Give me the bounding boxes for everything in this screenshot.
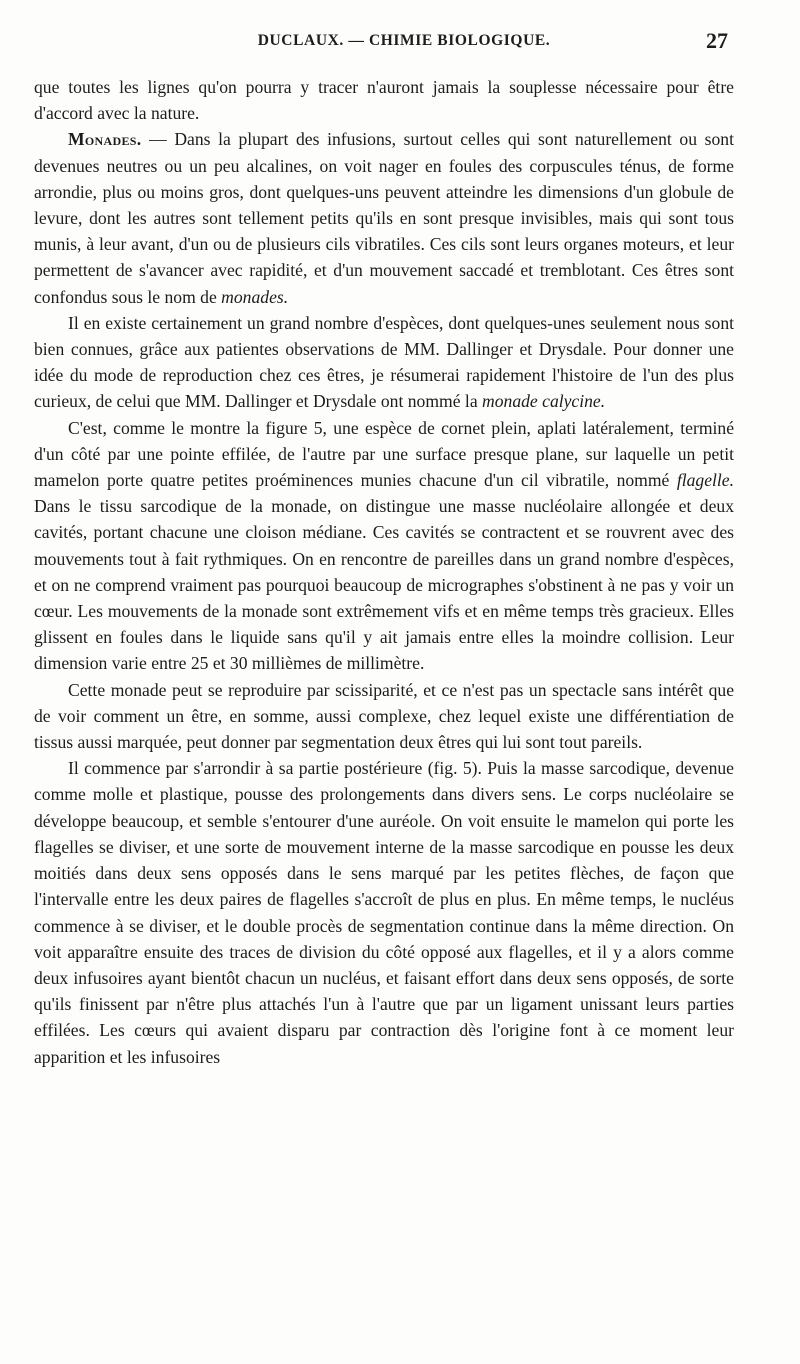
paragraph-text: C'est, comme le montre la figure 5, une espèce de cornet plein, aplati latéralement, terminé d'un côté par une pointe effilée, de l'autre par une surface presque plane, sur laquelle un petit mamelon porte quatre petites proéminences munies chacune d'un cil vibratile, nommé xyxy=(34,417,734,491)
italic-term: monade calycine. xyxy=(482,391,606,412)
paragraph-text: Cette monade peut se reproduire par scissiparité, et ce n'est pas un spectacle sans intérêt que de voir comment un être, en somme, aussi complexe, chez lequel existe une différentiation de tissus aussi marquée, peut donner par segmentation deux êtres qui lui sont tout pareils. xyxy=(34,679,734,753)
paragraph-text: Il commence par s'arrondir à sa partie postérieure (fig. 5). Puis la masse sarcodique, devenue comme molle et plastique, pousse des prolongements dans divers sens. Le corps nucléolaire se développe beaucoup, et semble s'entourer d'une auréole. On voit ensuite le mamelon qui porte les flagelles se diviser, et une sorte de mouvement interne de la masse sarcodique en pousse les deux moitiés dans deux sens opposés dans le sens marqué par les petites flèches, de façon que l'intervalle entre les deux paires de flagelles s'accroît de plus en plus. En même temps, le nucléus commence à se diviser, et le double procès de segmentation continue dans la même direction. On voit apparaître ensuite des traces de division du côté opposé aux flagelles, et il y a alors comme deux infusoires ayant bientôt chacun un nucléus, et faisant effort dans deux sens opposés, de sorte qu'ils finissent par n'être plus attachés l'un à l'autre que par un ligament unissant leurs parties effilées. Les cœurs qui avaient disparu par contraction dès l'origine font à ce moment leur apparition et les infusoires xyxy=(34,758,734,1067)
paragraph-text: que toutes les lignes qu'on pourra y tracer n'auront jamais la souplesse nécessaire pour être d'accord avec la nature. xyxy=(34,77,734,124)
italic-term: flagelle. xyxy=(676,470,734,491)
paragraph xyxy=(34,677,734,756)
paragraph xyxy=(34,74,734,126)
section-heading: Monades. xyxy=(68,129,142,150)
paragraph-monades xyxy=(34,126,734,309)
paragraph xyxy=(34,415,734,677)
page-number: 27 xyxy=(706,28,728,53)
italic-term: monades. xyxy=(221,286,289,307)
paragraph xyxy=(34,755,734,1069)
body-text xyxy=(34,74,734,1070)
paragraph-text: Il en existe certainement un grand nombre d'espèces, dont quelques-unes seulement nous sont bien connues, grâce aux patientes observations de MM. Dallinger et Drysdale. Pour donner une idée du mode de reproduction chez ces êtres, je résumerai rapidement l'histoire de l'un des plus curieux, de celui que MM. Dallinger et Drysdale ont nommé la xyxy=(34,312,734,412)
running-head xyxy=(34,28,734,60)
paragraph-text: Dans le tissu sarcodique de la monade, on distingue une masse nucléolaire allongée et deux cavités, portant chacune une cloison médiane. Ces cavités se contractent et se rouvrent avec des mouvements tout à fait rythmiques. On en rencontre de pareilles dans un grand nombre d'espèces, et on ne comprend vraiment pas pourquoi beaucoup de micrographes s'obstinent à ne pas y voir un cœur. Les mouvements de la monade sont extrêmement vifs et en même temps très gracieux. Elles glissent en foules dans le liquide sans qu'il y ait jamais entre elles la moindre collision. Leur dimension varie entre 25 et 30 millièmes de millimètre. xyxy=(34,496,734,674)
paragraph-text: — Dans la plupart des infusions, surtout celles qui sont naturellement ou sont devenues neutres ou un peu alcalines, on voit nager en foules des corpuscules ténus, de forme arrondie, plus ou moins gros, dont quelques-uns peuvent atteindre les dimensions d'un globule de levure, dont les autres sont tellement petits qu'ils en sont presque invisibles, mais qui sont tous munis, à leur avant, d'un ou de plusieurs cils vibratiles. Ces cils sont leurs organes moteurs, et leur permettent de s'avancer avec rapidité, et d'un mouvement saccadé et tremblotant. Ces êtres sont confondus sous le nom de xyxy=(34,129,734,307)
running-title: DUCLAUX. — CHIMIE BIOLOGIQUE. xyxy=(257,32,551,49)
paragraph xyxy=(34,310,734,415)
